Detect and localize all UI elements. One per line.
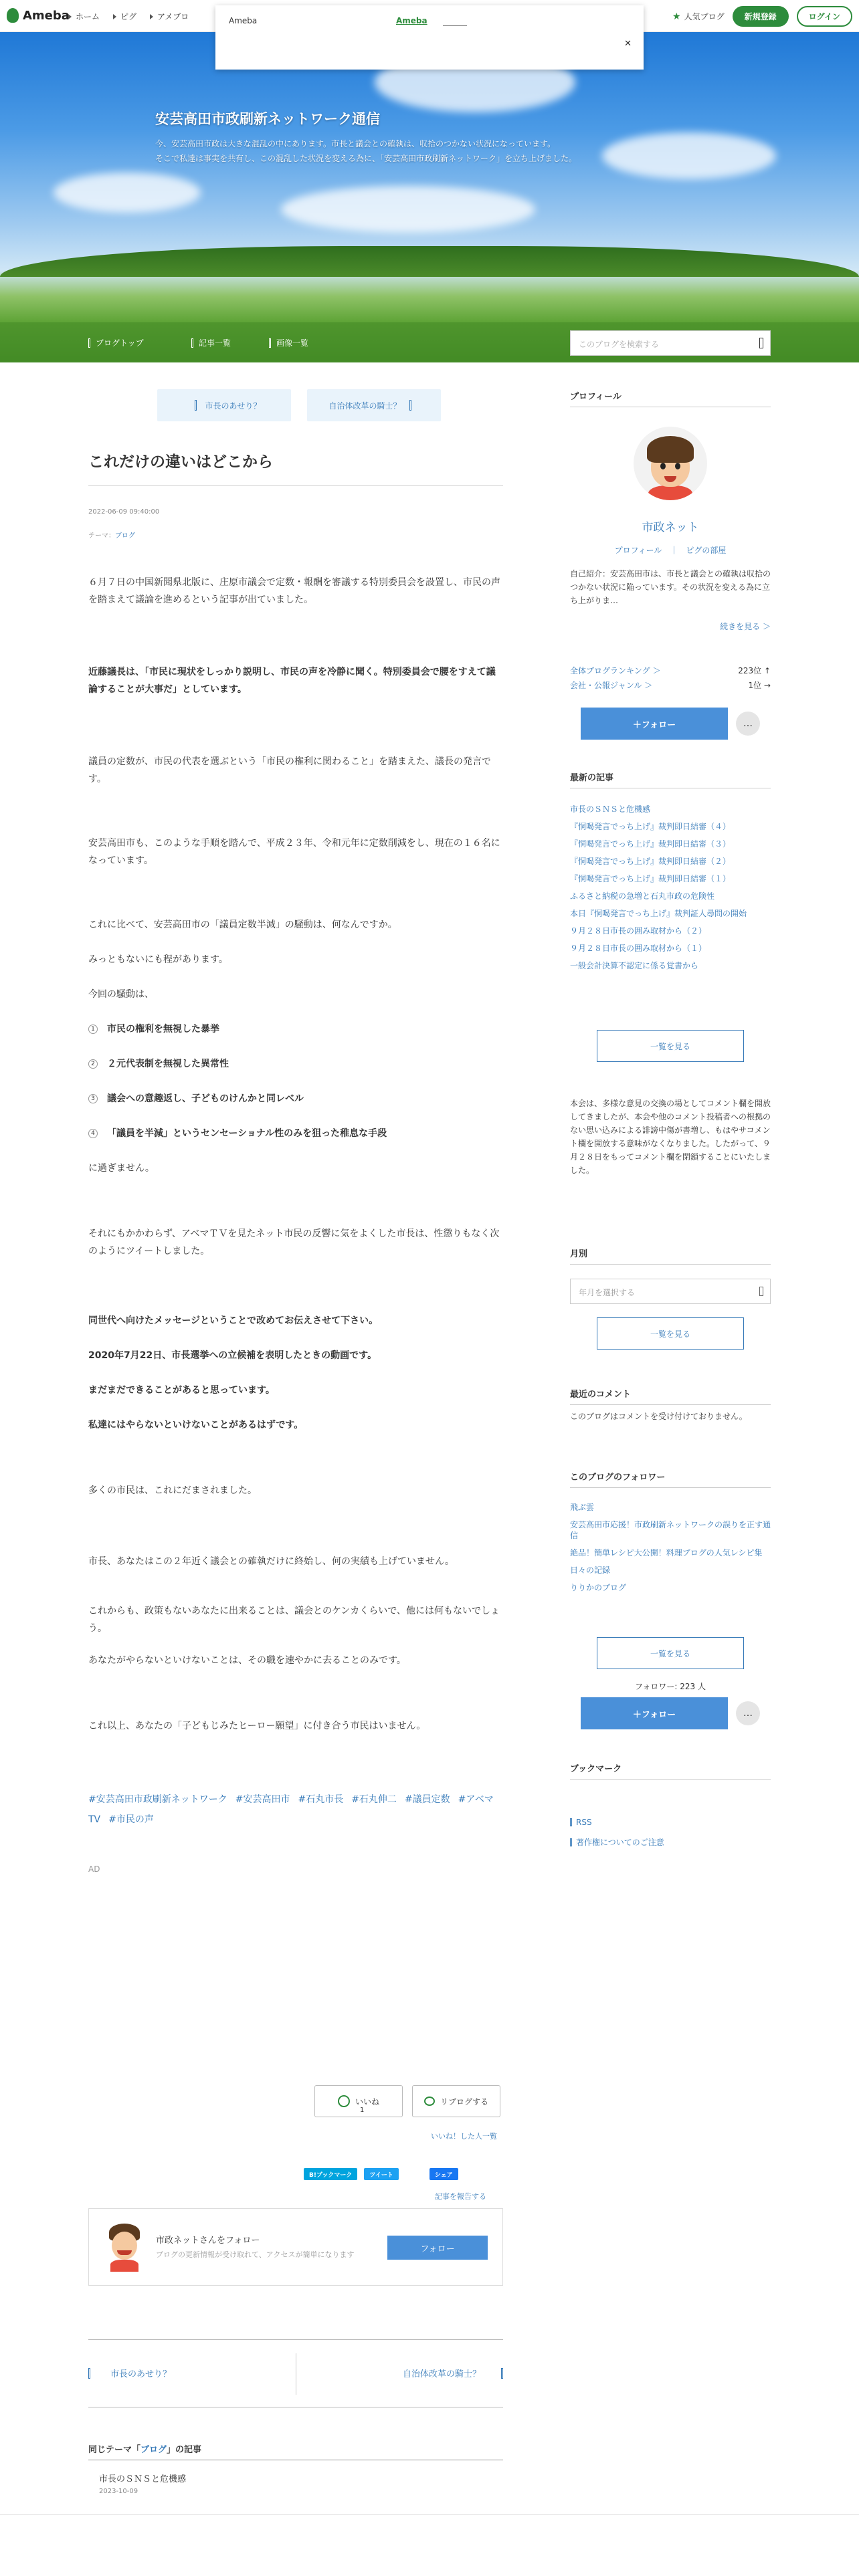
copyright-link[interactable] <box>570 1836 664 1848</box>
blog-header <box>0 32 859 362</box>
list-number: 1 <box>88 1025 98 1034</box>
ad-label: AD <box>88 1864 100 1874</box>
facebook-share-button[interactable]: シェア <box>430 2168 458 2180</box>
nav-blog-top[interactable] <box>88 337 144 348</box>
nav-home[interactable]: ホーム <box>68 11 100 22</box>
article-paragraph: 議員の定数が、市民の代表を選ぶという「市民の権利に関わること」を踏まえた、議長の発言です。 <box>88 756 491 784</box>
recent-list-button[interactable]: 一覧を見る <box>597 1030 744 1062</box>
blog-title[interactable]: 安芸高田市政刷新ネットワーク通信 <box>155 111 380 127</box>
more-options-icon[interactable]: … <box>736 712 760 736</box>
hashtag-link[interactable]: #石丸伸二 <box>351 1794 397 1805</box>
recent-article-link[interactable]: 本日『恫喝発言でっち上げ』裁判証人尋問の開始 <box>570 909 747 918</box>
article-paragraph: あなたがやらないといけないことは、その職を速やかに去ることのみです。 <box>88 1655 406 1666</box>
popup-brand: Ameba <box>229 16 258 25</box>
recent-heading: 最新の記事 <box>570 773 614 783</box>
followers-list-button[interactable]: 一覧を見る <box>597 1637 744 1669</box>
recent-article-link[interactable]: 『恫喝発言でっち上げ』裁判即日結審（４） <box>570 822 731 831</box>
hatena-bookmark-button[interactable]: B!ブックマーク <box>304 2168 357 2180</box>
follower-link[interactable]: 安芸高田市応援！市政刷新ネットワークの誤りを正す通信 <box>570 1520 771 1540</box>
sidebar-divider <box>570 1404 771 1405</box>
nav-label: ブログトップ <box>96 338 144 348</box>
comment-notice: 本会は、多様な意見の交換の場としてコメント欄を開放してきましたが、本会や他のコメント投稿者への根拠のない思い込みによる誹謗中傷が書増し、もはやサコメント欄を開放する意味がなくなりました。したがって、９月２８日をもってコメント欄を閉鎖することにいたしました。 <box>570 1099 771 1175</box>
bottom-next-link[interactable] <box>403 2367 503 2379</box>
nav-marker-icon <box>269 338 271 348</box>
more-options-icon[interactable]: … <box>736 1701 760 1725</box>
arrow-left-icon <box>195 400 197 411</box>
bottom-prev-link[interactable] <box>88 2367 171 2379</box>
article-pager <box>157 389 441 421</box>
theme-label: テーマ： <box>88 532 115 540</box>
arrow-left-icon <box>88 2368 90 2379</box>
chevron-right-icon <box>68 14 72 19</box>
rss-label: RSS <box>576 1818 592 1827</box>
comments-text: このブログはコメントを受け付けておりません。 <box>570 1412 747 1421</box>
article-paragraph: みっともないにも程があります。 <box>88 954 228 965</box>
article-paragraph: 安芸高田市も、このような手順を踏んで、平成２３年、令和元年に定数削減をし、現在の１６名になっています。 <box>88 838 500 866</box>
like-count: 1 <box>360 2107 365 2114</box>
bottom-prev-label: 市長のあせり？ <box>110 2369 172 2379</box>
recent-article-link[interactable]: ９月２８日市長の囲み取材から（２） <box>570 926 707 936</box>
same-theme-item[interactable]: 市長のＳＮＳと危機感 <box>99 2474 187 2484</box>
nav-marker-icon <box>191 338 193 348</box>
follower-count: フォロワー: 223 人 <box>635 1682 706 1691</box>
hashtag-link[interactable]: #石丸市長 <box>298 1794 344 1805</box>
ameba-logo[interactable] <box>7 8 70 23</box>
list-text: 「議員を半減」というセンセーショナル性のみを狙った稚息な手段 <box>107 1128 387 1139</box>
ranking-value: 1位 → <box>748 681 771 690</box>
sidebar-divider <box>570 1264 771 1265</box>
follow-card <box>88 2208 503 2286</box>
ranking-link[interactable]: 全体ブログランキング ＞ <box>570 666 661 675</box>
article-paragraph: に過ぎません。 <box>88 1163 155 1174</box>
reblog-icon <box>424 2097 435 2106</box>
hashtag-list <box>88 1790 503 1830</box>
comments-heading: 最近のコメント <box>570 1390 632 1400</box>
page-bottom-divider <box>0 2514 859 2515</box>
list-item <box>88 1021 503 1038</box>
same-theme-prefix: 同じテーマ「 <box>88 2445 141 2455</box>
crown-icon: ★ <box>672 11 681 22</box>
article-paragraph: 市長、あなたはこの２年近く議会との確執だけに終始し、何の実績も上げていません。 <box>88 1556 454 1567</box>
recent-articles-list <box>570 804 771 978</box>
recent-article-link[interactable]: 『恫喝発言でっち上げ』裁判即日結審（１） <box>570 874 731 883</box>
avatar-shirt <box>648 486 692 500</box>
quote-line: 同世代へ向けたメッセージということで改めてお伝えさせて下さい。 <box>88 1315 379 1326</box>
logo-text: Ameba <box>23 8 70 23</box>
article-title: これだけの違いはどこから <box>88 453 273 471</box>
tweet-button[interactable]: ツイート <box>364 2168 399 2180</box>
ranking-link[interactable]: 会社・公報ジャンル ＞ <box>570 681 653 690</box>
nav-image-list[interactable] <box>269 337 308 348</box>
quote-line: 2020年7月22日、市長選挙への立候補を表明したときの動画です。 <box>88 1350 377 1361</box>
follow-button[interactable]: フォロー <box>387 2236 488 2260</box>
popup-divider <box>443 25 467 26</box>
search-placeholder: このブログを検索する <box>579 340 660 349</box>
blog-description <box>155 136 664 166</box>
profile-bio: 自己紹介：安芸高田市は、市長と議会との確執は収拾のつかない状況に陥っています。その状況を変える為に立ち上がりま… <box>570 569 771 605</box>
prev-article-button[interactable] <box>157 389 291 421</box>
cloud-decoration <box>281 186 535 233</box>
blog-description-line: 今、安芸高田市政は大きな混乱の中にあります。市長と議会との確執は、収拾のつかない状況になっています。 <box>155 139 556 148</box>
sidebar-follow-button[interactable]: ＋フォロー <box>581 708 728 740</box>
search-icon[interactable] <box>759 338 763 348</box>
follower-link[interactable]: 日々の記録 <box>570 1566 611 1575</box>
chevron-down-icon <box>759 1287 763 1296</box>
next-label: 自治体改革の騎士？ <box>328 401 401 411</box>
list-item <box>88 1125 503 1142</box>
list-item <box>88 1090 503 1107</box>
chevron-right-icon <box>113 14 116 19</box>
like-button[interactable] <box>314 2085 403 2117</box>
follower-link[interactable]: りりかのブログ <box>570 1583 627 1592</box>
sidebar-divider <box>570 1779 771 1780</box>
avatar-hair <box>647 436 694 463</box>
blog-description-line: そこで私達は事実を共有し、この混乱した状況を変える為に、「安芸高田市政刷新ネットワーク」を立ち上げました。 <box>155 154 577 163</box>
recent-article-link[interactable]: 一般会計決算不認定に係る覚書から <box>570 961 699 970</box>
list-text: ２元代表制を無視した異常性 <box>107 1059 229 1069</box>
article-paragraph: 今回の騒動は、 <box>88 989 154 1000</box>
prev-label: 市長のあせり？ <box>205 401 262 411</box>
reblog-label: リブログする <box>440 2097 488 2107</box>
same-theme-suffix: 」の記事 <box>167 2445 202 2455</box>
quote-line: 私達にはやらないといけないことがあるはずです。 <box>88 1420 304 1430</box>
bookmark-heading: ブックマーク <box>570 1764 622 1774</box>
avatar-eye <box>675 463 680 469</box>
sidebar-divider <box>570 1487 771 1488</box>
nav-pigg[interactable]: ピグ <box>113 11 136 22</box>
article-paragraph: 近藤議長は、「市民に現状をしっかり説明し、市民の声を冷静に聞く。特別委員会で腰をすえて議論することが大事だ」としています。 <box>88 667 496 695</box>
next-article-button[interactable] <box>307 389 441 421</box>
top-nav <box>68 11 189 22</box>
monthly-heading: 月別 <box>570 1249 588 1259</box>
ranking-value: 223位 ↑ <box>738 666 771 675</box>
ameba-logo-icon <box>7 8 19 23</box>
list-number: 4 <box>88 1129 98 1138</box>
ad-popup <box>215 5 644 70</box>
avatar-mouth <box>117 2250 132 2255</box>
list-item <box>88 1055 503 1073</box>
same-theme-link[interactable]: ブログ <box>140 2445 167 2455</box>
popup-link[interactable]: Ameba <box>396 16 427 25</box>
avatar-eye <box>660 463 666 469</box>
popular-blog-link[interactable] <box>672 11 725 22</box>
recent-article-link[interactable]: 市長のＳＮＳと危機感 <box>570 804 651 814</box>
nav-ameblo[interactable]: アメブロ <box>150 11 189 22</box>
cloud-decoration <box>54 173 201 213</box>
recent-article-link[interactable]: 『恫喝発言でっち上げ』裁判即日結審（２） <box>570 857 731 866</box>
same-theme-heading <box>88 2442 201 2455</box>
follower-link[interactable]: 飛ぶ雲 <box>570 1503 595 1512</box>
profile-links[interactable]: プロフィール ｜ ピグの部屋 <box>614 546 727 555</box>
list-text: 議会への意趣返し、子どものけんかと同レベル <box>107 1093 304 1104</box>
top-actions <box>672 6 852 27</box>
chevron-right-icon <box>150 14 153 19</box>
article-paragraph: ６月７日の中国新聞県北版に、庄原市議会で定数・報酬を審議する特別委員会を設置し、市民の声を踏まえて議論を進めるという記事が出ていました。 <box>88 577 500 605</box>
recent-article-link[interactable]: ふるさと納税の急増と石丸市政の危険性 <box>570 891 715 901</box>
follow-card-desc: ブログの更新情報が受け取れて、アクセスが簡単になります <box>156 2250 355 2259</box>
list-number: 3 <box>88 1094 98 1103</box>
nav-label: 記事一覧 <box>199 338 231 348</box>
close-icon[interactable]: ✕ <box>624 39 632 49</box>
blog-search-input[interactable] <box>570 330 771 356</box>
ranking-row <box>570 679 771 691</box>
like-label: いいね <box>355 2097 379 2107</box>
rss-link[interactable] <box>570 1818 592 1827</box>
treeline-decoration <box>0 246 859 277</box>
quote-line: まだまだできることがあると思っています。 <box>88 1385 275 1396</box>
nav-label: 画像一覧 <box>276 338 309 348</box>
report-article-link[interactable]: 記事を報告する <box>435 2192 486 2201</box>
followers-list <box>570 1502 771 1600</box>
theme-link[interactable]: ブログ <box>115 532 135 540</box>
profile-name[interactable]: 市政ネット <box>642 521 699 534</box>
like-users-link[interactable]: いいね！した人一覧 <box>431 2132 497 2141</box>
list-number: 2 <box>88 1059 98 1069</box>
bottom-next-label: 自治体改革の騎士？ <box>402 2369 481 2379</box>
document-icon <box>570 1838 572 1846</box>
blog-nav <box>0 322 859 362</box>
register-button[interactable]: 新規登録 <box>733 6 789 27</box>
hashtag-link[interactable]: #安芸高田市 <box>235 1794 290 1805</box>
profile-avatar[interactable] <box>634 427 707 500</box>
smile-icon <box>338 2095 350 2107</box>
recent-article-link[interactable]: 『恫喝発言でっち上げ』裁判即日結審（３） <box>570 839 731 849</box>
login-button[interactable]: ログイン <box>797 6 852 27</box>
hashtag-link[interactable]: #議員定数 <box>404 1794 450 1805</box>
reblog-button[interactable] <box>412 2085 500 2117</box>
follow-card-title: 市政ネットさんをフォロー <box>156 2236 260 2246</box>
hashtag-link[interactable]: #安芸高田市政刷新ネットワーク <box>88 1794 227 1805</box>
article-theme <box>88 530 135 540</box>
share-buttons <box>304 2168 458 2180</box>
article-bottom-nav <box>88 2339 503 2407</box>
avatar-shirt <box>110 2260 138 2272</box>
copyright-label: 著作権についてのご注意 <box>576 1838 664 1847</box>
article-paragraph: それにもかかわらず、アベマＴＶを見たネット市民の反響に気をよくした市長は、性懲りもなく次のようにツイートしました。 <box>88 1228 500 1257</box>
follower-link[interactable]: 絶品！簡単レシピ大公開！料理ブログの人気レシピ集 <box>570 1548 763 1558</box>
hashtag-link[interactable]: #アベマTV <box>88 1794 494 1825</box>
avatar <box>104 2221 145 2272</box>
arrow-right-icon <box>501 2368 503 2379</box>
avatar-face <box>112 2232 137 2260</box>
same-theme-date: 2023-10-09 <box>99 2488 138 2495</box>
nav-article-list[interactable] <box>191 337 231 348</box>
arrow-right-icon <box>409 400 411 411</box>
sidebar-follow-button[interactable]: ＋フォロー <box>581 1697 728 1729</box>
recent-article-link[interactable]: ９月２８日市長の囲み取材から（１） <box>570 944 707 953</box>
month-select[interactable] <box>570 1279 771 1304</box>
article-date: 2022-06-09 09:40:00 <box>88 508 160 516</box>
popular-label: 人気ブログ <box>684 12 725 21</box>
article-paragraph: 多くの市民は、これにだまされました。 <box>88 1485 257 1496</box>
nav-marker-icon <box>88 338 90 348</box>
article-paragraph: これ以上、あなたの「子どもじみたヒーロー願望」に付き合う市民はいません。 <box>88 1721 426 1731</box>
monthly-list-button[interactable]: 一覧を見る <box>597 1317 744 1350</box>
article-paragraph: これに比べて、安芸高田市の「議員定数半減」の騒動は、何なんですか。 <box>88 920 397 930</box>
ranking-row <box>570 665 771 676</box>
rss-icon <box>570 1818 572 1826</box>
followers-heading: このブログのフォロワー <box>570 1473 666 1483</box>
hashtag-link[interactable]: #市民の声 <box>108 1814 154 1825</box>
list-text: 市民の権利を無視した暴挙 <box>107 1024 219 1035</box>
profile-heading: プロフィール <box>570 392 622 402</box>
read-more-link[interactable]: 続きを見る ＞ <box>720 622 771 631</box>
article-paragraph: これからも、政策もないあなたに出来ることは、議会とのケンカくらいで、他には何もないでしょう。 <box>88 1606 500 1634</box>
month-select-placeholder: 年月を選択する <box>579 1288 636 1297</box>
